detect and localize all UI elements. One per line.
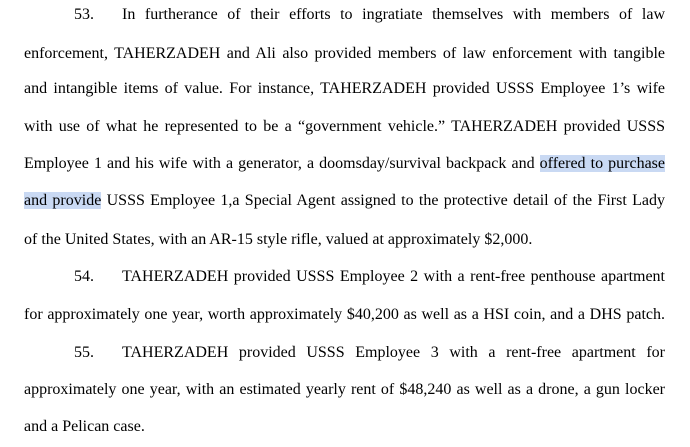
paragraph-53-text-5: Employee 1 and his wife with a generator, a doomsday/survival backpack and	[24, 155, 540, 172]
text-selection-highlight-2[interactable]: and provide	[24, 192, 102, 209]
paragraph-53-line-1	[24, 4, 665, 26]
paragraph-number-55: 55.	[74, 344, 94, 361]
paragraph-53-line-5	[24, 153, 665, 175]
paragraph-53-line-2: enforcement, TAHERZADEH and Ali also provided members of law enforcement with tangible	[24, 45, 665, 62]
paragraph-55-text-1: TAHERZADEH provided USSS Employee 3 with a rent-free apartment for	[122, 344, 665, 361]
paragraph-53-line-7: of the United States, with an AR-15 style rifle, valued at approximately $2,000.	[24, 231, 533, 248]
paragraph-53-text-1: In furtherance of their efforts to ingratiate themselves with members of law	[122, 6, 665, 23]
paragraph-number-53: 53.	[74, 6, 94, 23]
paragraph-55-line-3: and a Pelican case.	[24, 418, 145, 435]
paragraph-54-line-1	[24, 266, 665, 288]
paragraph-55-line-1	[24, 342, 665, 364]
text-selection-highlight-1[interactable]: offered to purchase	[539, 155, 666, 172]
paragraph-53-line-3: and intangible items of value. For instance, TAHERZADEH provided USSS Employee 1’s wife	[24, 80, 665, 97]
paragraph-54-text-1: TAHERZADEH provided USSS Employee 2 with a rent-free penthouse apartment	[122, 268, 665, 285]
paragraph-54-line-2: for approximately one year, worth approximately $40,200 as well as a HSI coin, and a DHS patch.	[24, 306, 665, 323]
paragraph-55-line-2: approximately one year, with an estimated yearly rent of $48,240 as well as a drone, a gun locker	[24, 381, 665, 398]
paragraph-53-line-4: with use of what he represented to be a “government vehicle.” TAHERZADEH provided USSS	[24, 118, 665, 135]
paragraph-number-54: 54.	[74, 268, 94, 285]
paragraph-53-text-6: USSS Employee 1,a Special Agent assigned to the protective detail of the First Lady	[101, 192, 665, 209]
paragraph-53-line-6	[24, 190, 665, 212]
